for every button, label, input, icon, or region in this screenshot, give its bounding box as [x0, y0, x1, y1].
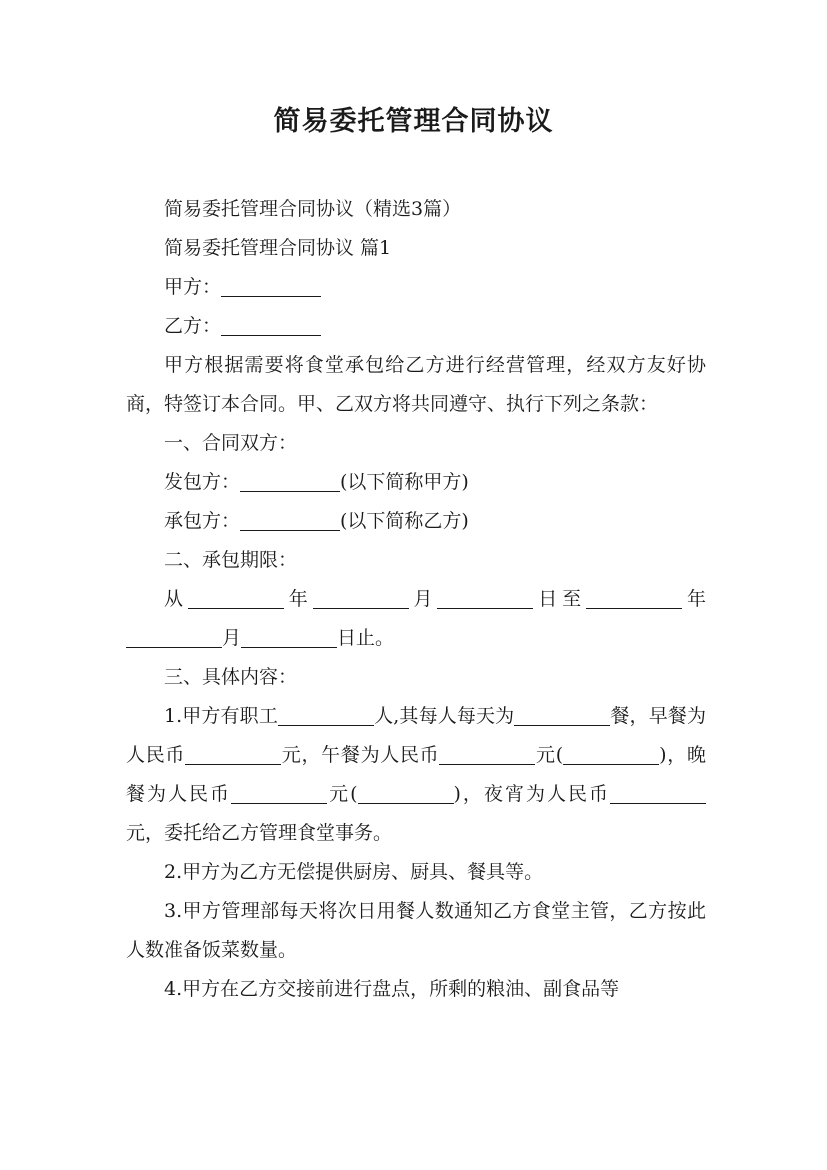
clause-1-heading: 一、合同双方：	[164, 432, 298, 454]
subtitle: 简易委托管理合同协议（精选3篇）	[164, 198, 462, 220]
party-b-line	[126, 307, 706, 346]
contractor-label: 发包方：	[164, 471, 241, 493]
clause-3-heading: 三、具体内容：	[164, 666, 298, 688]
item-1-text: 元，午餐为人民币	[281, 744, 440, 766]
contractee-suffix: (以下简称乙方)	[340, 510, 469, 532]
contractor-blank	[240, 471, 340, 492]
term-year-1: 年	[283, 588, 313, 610]
item-3-paragraph: 3.甲方管理部每天将次日用餐人数通知乙方食堂主管，乙方按此人数准备饭菜数量。	[126, 900, 706, 961]
item-1-blank	[185, 744, 281, 765]
clause-2-heading: 二、承包期限：	[164, 549, 298, 571]
section-heading: 简易委托管理合同协议 篇1	[164, 237, 392, 259]
contractee-line	[126, 502, 706, 541]
party-b-label: 乙方：	[164, 315, 222, 337]
term-blank	[126, 627, 222, 648]
term-blank	[586, 588, 682, 609]
party-b-blank	[221, 315, 321, 336]
term-from: 从	[164, 588, 188, 610]
item-1-text: 1.甲方有职工	[164, 705, 278, 727]
term-blank	[188, 588, 284, 609]
contractor-line	[126, 463, 706, 502]
item-1-blank	[439, 744, 535, 765]
item-1-text: )，夜宵为人民币	[453, 783, 610, 805]
item-1-text: 人,其每人每天为	[373, 705, 515, 727]
intro-paragraph: 甲方根据需要将食堂承包给乙方进行经营管理，经双方友好协商，特签订本合同。甲、乙双方将共同遵守、执行下列之条款：	[126, 354, 706, 415]
item-1-text: 餐，早餐为人民币	[126, 705, 706, 766]
party-a-label: 甲方：	[164, 276, 222, 298]
contractee-blank	[240, 510, 340, 531]
item-1-blank	[610, 783, 706, 804]
item-1-blank	[563, 744, 659, 765]
term-blank	[313, 588, 409, 609]
contractee-label: 承包方：	[164, 510, 241, 532]
item-1-text: 元，委托给乙方管理食堂事务。	[126, 822, 393, 844]
party-a-line	[126, 268, 706, 307]
document-title: 简易委托管理合同协议	[273, 106, 554, 137]
contractor-suffix: (以下简称甲方)	[340, 471, 469, 493]
term-day-to: 日至	[533, 588, 587, 610]
party-a-blank	[221, 276, 321, 297]
term-blank	[241, 627, 337, 648]
item-1-blank	[231, 783, 327, 804]
item-1-paragraph	[126, 697, 706, 853]
term-day-end: 日止。	[337, 627, 395, 649]
item-1-blank	[278, 705, 374, 726]
item-2-paragraph: 2.甲方为乙方无偿提供厨房、厨具、餐具等。	[164, 861, 544, 883]
item-1-text: )，晚餐为人民币	[126, 744, 706, 805]
term-month-2: 月	[222, 627, 242, 649]
item-4-paragraph: 4.甲方在乙方交接前进行盘点，所剩的粮油、副食品等	[164, 978, 620, 1000]
term-year-2: 年	[682, 588, 706, 610]
document-body	[126, 190, 706, 1009]
term-blank	[437, 588, 533, 609]
item-1-text: 元(	[535, 744, 564, 766]
item-1-blank	[358, 783, 454, 804]
item-1-text: 元(	[327, 783, 358, 805]
item-1-blank	[514, 705, 610, 726]
term-month-1: 月	[408, 588, 438, 610]
term-paragraph	[126, 580, 706, 658]
